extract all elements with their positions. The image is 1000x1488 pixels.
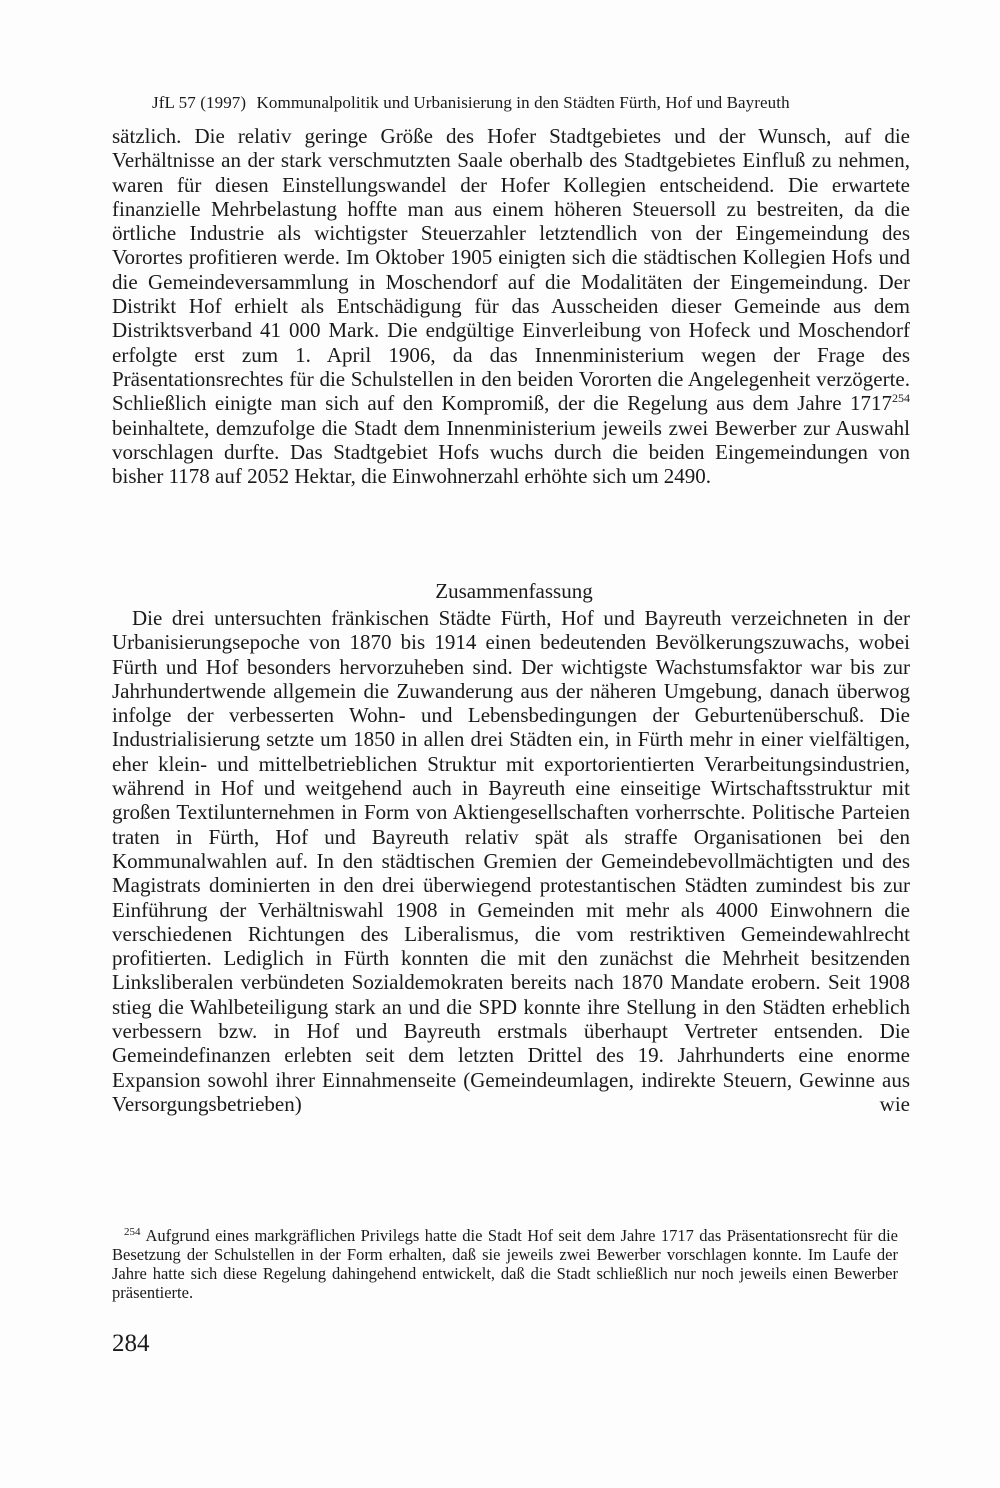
footnote-mark: 254 (124, 1225, 141, 1238)
page-number: 284 (112, 1330, 150, 1357)
footnote-reference[interactable]: 254 (892, 391, 910, 406)
footnote-text: Aufgrund eines markgräflichen Privilegs hatte die Stadt Hof seit dem Jahre 1717 das Präsentationsrecht für die Besetzung der Schulstellen in der Form erhalten, daß sie jeweils zwei Bewerber vorschlagen konnte. Im Laufe der Jahre hatte sich diese Regelung dahingehend entwickelt, daß die Stadt schließlich nur noch jeweils einen Bewerber präsentierte. (112, 1226, 898, 1302)
running-head (152, 93, 852, 113)
running-head-title: Kommunalpolitik und Urbanisierung in den Städten Fürth, Hof und Bayreuth (256, 93, 790, 112)
section-heading: Zusammenfassung (435, 579, 593, 603)
paragraph-text-after-footnote-ref: beinhaltete, demzufolge die Stadt dem Innenministerium jeweils zwei Bewerber zur Auswahl vorschlagen durfte. Das Stadtgebiet Hofs wuchs durch die beiden Eingemeindungen von bisher 1178 auf 2052 Hektar, die Einwohnerzahl erhöhte sich um 2490. (112, 415, 910, 489)
footnote (112, 1226, 898, 1302)
journal-citation: JfL 57 (1997) (152, 93, 247, 112)
paragraph-text-before-footnote-ref: sätzlich. Die relativ geringe Größe des Hofer Stadtgebietes und der Wunsch, auf die Verhältnisse an der stark verschmutzten Saale oberhalb des Stadtgebietes Einfluß zu nehmen, waren für diesen Einstellungswandel der Hofer Kollegien entscheidend. Die erwartete finanzielle Mehrbelastung hoffte man aus einem höheren Steuersoll zu bestreiten, da die örtliche Industrie als wichtigster Steuerzahler letztendlich von der Eingemeindung des Vorortes profitieren werde. Im Oktober 1905 einigten sich die städtischen Kollegien Hofs und die Gemeindeversammlung in Moschendorf auf die Modalitäten der Eingemeindung. Der Distrikt Hof erhielt als Entschädigung für das Ausscheiden dieser Gemeinde aus dem Distriktsverband 41 000 Mark. Die endgültige Einverleibung von Hofeck und Moschendorf erfolgte erst zum 1. April 1906, da das Innenministerium wegen der Frage des Präsentationsrechtes für die Schulstellen in den beiden Vororten die Angelegenheit verzögerte. Schließlich einigte man sich auf den Kompromiß, der die Regelung aus dem Jahre 1717 (112, 124, 910, 416)
summary-paragraph-text: Die drei untersuchten fränkischen Städte Fürth, Hof und Bayreuth verzeichneten in der Urbanisierungsepoche von 1870 bis 1914 einen bedeutenden Bevölkerungszuwachs, wobei Fürth und Hof besonders hervorzuheben sind. Der wichtigste Wachstumsfaktor war bis zur Jahrhundertwende allgemein die Zuwanderung aus der näheren Umgebung, danach überwog infolge der verbesserten Wohn- und Lebensbedingungen der Geburtenüberschuß. Die Industrialisierung setzte um 1850 in allen drei Städten ein, in Fürth mehr in einer vielfältigen, eher klein- und mittelbetrieblichen Struktur mit exportorientierten Verarbeitungsindustrien, während in Hof und weitgehend auch in Bayreuth eine einseitige Wirtschaftsstruktur mit großen Textilunternehmen in Form von Aktiengesellschaften vorherrschte. Politische Parteien traten in Fürth, Hof und Bayreuth relativ spät als straffe Organisationen bei den Kommunalwahlen auf. In den städtischen Gremien der Gemeindebevollmächtigten und des Magistrats dominierten in den drei überwiegend protestantischen Städten zumindest bis zur Einführung der Verhältniswahl 1908 in Gemeinden mit mehr als 4000 Einwohnern die verschiedenen Richtungen des Liberalismus, die vom restriktiven Gemeindewahlrecht profitierten. Lediglich in Fürth konnten die mit den zunächst die Mehrheit besitzenden Linksliberalen verbündeten Sozialdemokraten bereits nach 1870 Mandate erobern. Seit 1908 stieg die Wahlbeteiligung stark an und die SPD konnte ihre Stellung in den Städten erheblich verbessern bzw. in Hof und Bayreuth erstmals überhaupt Vertreter entsenden. Die Gemeindefinanzen erlebten seit dem letzten Drittel des 19. Jahrhunderts eine enorme Expansion sowohl ihrer Einnahmenseite (Gemeindeumlagen, indirekte Steuern, Gewinne aus Versorgungsbetrieben) wie (112, 606, 910, 1116)
body-paragraph-continued (112, 124, 910, 488)
paragraph-text (112, 124, 910, 488)
summary-paragraph (112, 606, 910, 1116)
